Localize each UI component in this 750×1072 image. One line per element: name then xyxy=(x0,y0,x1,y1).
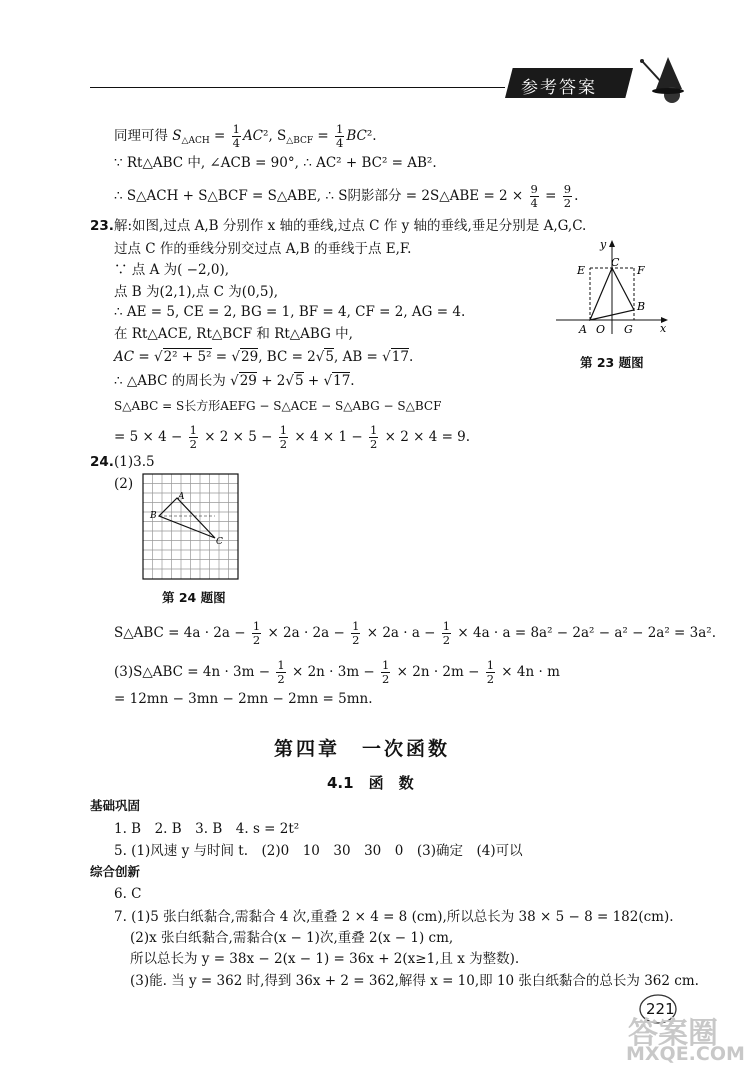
figure-24-grid xyxy=(141,472,241,582)
comprehensive-answer-7-line-2: (2)x 张白纸黏合,需黏合(x − 1)次,重叠 2(x − 1) cm, xyxy=(130,930,454,946)
comprehensive-answer-7-line-1: 7. (1)5 张白纸黏合,需黏合 4 次,重叠 2 × 4 = 8 (cm),所以总长为 38 × 5 − 8 = 182(cm). xyxy=(114,909,674,925)
svg-text:x: x xyxy=(660,322,667,335)
svg-text:B: B xyxy=(637,300,646,313)
q24-line-3: S△ABC = 4a · 2a − $\frac{1}{2}$ × 2a · 2a − $\frac{1}{2}$ × 2a · a − $\frac{1}{2}$ × 4a · a = 8a² − 2a² − a² − 2a² = 3a². xyxy=(114,619,716,647)
svg-text:O: O xyxy=(596,323,606,336)
fraction: $\frac{9}{2}$ xyxy=(563,182,572,210)
basic-answer-5: 5. (1)风速 y 与时间 t. (2)0 10 30 30 0 (3)确定 (4)可以 xyxy=(114,843,523,859)
figure-23 xyxy=(552,238,672,338)
q24-line-5: = 12mn − 3mn − 2mn − 2mn = 5mn. xyxy=(114,691,373,707)
q24-line-1: (1)3.5 xyxy=(114,454,155,470)
subscript: △BCF xyxy=(286,136,314,146)
text: ∴ S△ACH + S△BCF = S△ABE, ∴ S阴影部分 = 2S△ABE = 2 × xyxy=(114,188,528,204)
text: BC xyxy=(346,128,367,144)
svg-text:B: B xyxy=(150,511,157,521)
triangle-abc xyxy=(159,498,215,538)
header-rule xyxy=(90,87,505,88)
watermark-url: MXQE.COM xyxy=(626,1043,745,1065)
q23-line-3: ∵ 点 A 为( −2,0), xyxy=(114,262,230,278)
comprehensive-heading: 综合创新 xyxy=(90,864,141,879)
basic-heading: 基础巩固 xyxy=(90,798,141,813)
svg-text:y: y xyxy=(600,238,607,251)
text: = xyxy=(209,128,230,144)
figure-23-caption: 第 23 题图 xyxy=(580,355,644,370)
q23-line-2: 过点 C 作的垂线分别交过点 A,B 的垂线于点 E,F. xyxy=(114,241,412,257)
text: 同理可得 xyxy=(114,128,173,144)
svg-text:F: F xyxy=(637,264,645,277)
line-1: 同理可得 $S_{\triangle ACH}$ = $\frac{1}{4}$ AC², $S_{\triangle BCF}$ = $\frac{1}{4}$ BC². xyxy=(114,122,377,150)
svg-text:C: C xyxy=(216,537,223,547)
question-number-23: 23. xyxy=(90,218,114,234)
watermark-logo: 答案圈 xyxy=(628,1016,718,1051)
svg-text:A: A xyxy=(579,323,587,336)
svg-text:E: E xyxy=(577,264,586,277)
chapter-title: 第四章 一次函数 xyxy=(274,738,451,760)
comprehensive-answer-7-line-4: (3)能. 当 y = 362 时,得到 36x + 2 = 362,解得 x = 10,即 10 张白纸黏合的总长为 362 cm. xyxy=(130,973,699,989)
fraction: $\frac{9}{4}$ xyxy=(530,182,538,210)
text: ², S xyxy=(263,128,287,144)
wizard-mascot-icon xyxy=(638,55,698,105)
header-title: 参考答案 xyxy=(521,78,597,98)
text: = xyxy=(313,128,334,144)
text: ². xyxy=(366,128,377,144)
q23-line-9: S△ABC = S长方形AEFG − S△ACE − S△ABG − S△BCF xyxy=(114,399,442,413)
q23-line-1: 解:如图,过点 A,B 分别作 x 轴的垂线,过点 C 作 y 轴的垂线,垂足分别是 A,G,C. xyxy=(114,218,587,234)
q23-line-6: 在 Rt△ACE, Rt△BCF 和 Rt△ABG 中, xyxy=(114,326,353,342)
svg-text:G: G xyxy=(624,323,633,336)
line-2: ∵ Rt△ABC 中, ∠ACB = 90°, ∴ AC² + BC² = AB². xyxy=(114,155,437,171)
text: AC xyxy=(242,128,264,144)
comprehensive-answer-7-line-3: 所以总长为 y = 38x − 2(x − 1) = 36x + 2(x≥1,且 x 为整数). xyxy=(130,951,520,967)
fraction: $\frac{1}{4}$ xyxy=(232,122,240,150)
section-title: 4.1 函 数 xyxy=(327,774,414,792)
q23-line-4: 点 B 为(2,1),点 C 为(0,5), xyxy=(114,284,279,300)
q23-line-7: AC = √2² + 5² = √29, BC = 2√5, AB = √17. xyxy=(114,349,414,365)
fraction: $\frac{1}{4}$ xyxy=(336,122,344,150)
basic-answer-1-4: 1. B 2. B 3. B 4. s = 2t² xyxy=(114,821,300,837)
q24-line-2: (2) xyxy=(114,476,134,492)
figure-24-caption: 第 24 题图 xyxy=(162,590,226,605)
line-3: ∴ S△ACH + S△BCF = S△ABE, ∴ S阴影部分 = 2S△ABE = 2 × $\frac{9}{4}$ = $\frac{9}{2}$ . xyxy=(114,182,579,210)
question-number-24: 24. xyxy=(90,454,114,470)
comprehensive-answer-6: 6. C xyxy=(114,886,142,902)
q24-line-4: (3)S△ABC = 4n · 3m − $\frac{1}{2}$ × 2n · 3m − $\frac{1}{2}$ × 2n · 2m − $\frac{1}{2}$ × 4n · m xyxy=(114,658,560,686)
text: = xyxy=(540,188,561,204)
q23-line-10: = 5 × 4 − $\frac{1}{2}$ × 2 × 5 − $\frac{1}{2}$ × 4 × 1 − $\frac{1}{2}$ × 2 × 4 = 9. xyxy=(114,423,471,451)
q23-line-5: ∴ AE = 5, CE = 2, BG = 1, BF = 4, CF = 2, AG = 4. xyxy=(114,304,466,320)
subscript: △ACH xyxy=(181,136,210,146)
svg-text:A: A xyxy=(178,492,185,502)
q23-line-8: ∴ △ABC 的周长为 √29 + 2√5 + √17. xyxy=(114,373,355,389)
page-number: 221 xyxy=(646,1000,675,1018)
svg-text:C: C xyxy=(611,256,620,269)
